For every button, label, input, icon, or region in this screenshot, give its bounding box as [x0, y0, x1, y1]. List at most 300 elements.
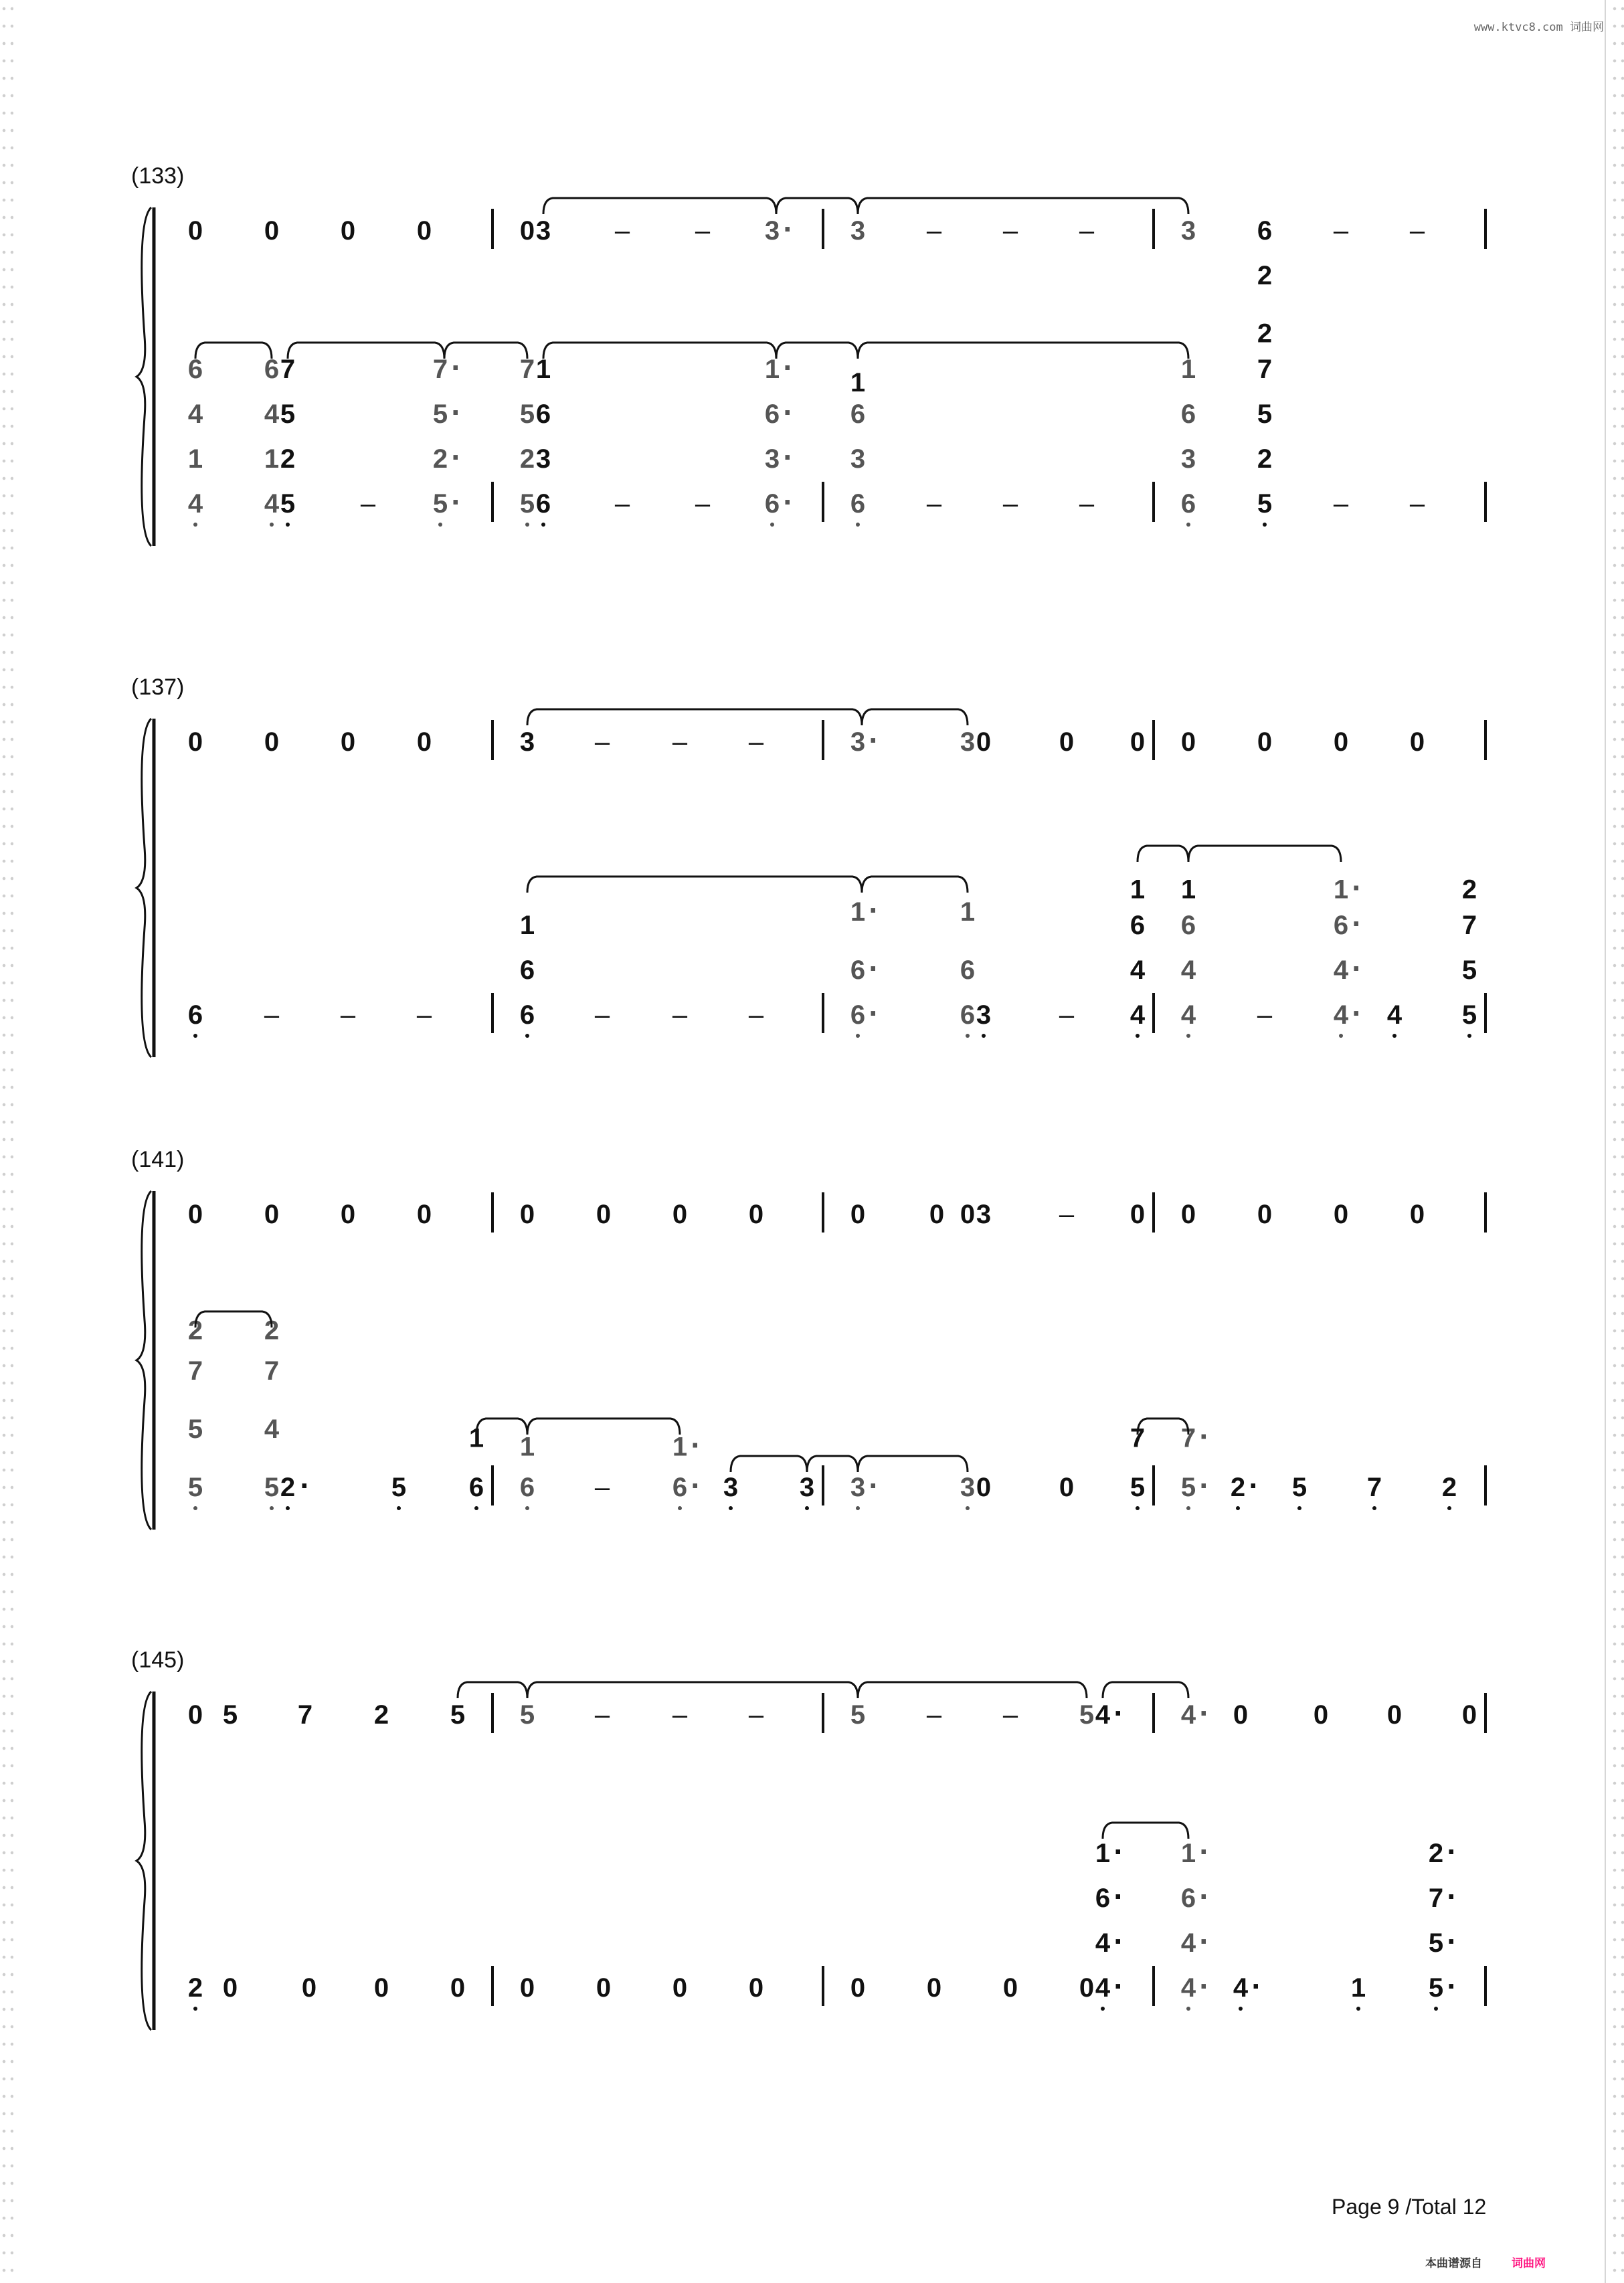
- sustain-dash: –: [360, 489, 376, 519]
- lower-note: 0: [1002, 1973, 1018, 2003]
- lower-note: 6: [672, 1473, 688, 1502]
- page-number: Page 9 /Total 12: [1332, 2195, 1487, 2219]
- lower-note: 7: [1461, 911, 1477, 940]
- low-octave-dot: [270, 523, 274, 527]
- low-octave-dot: [193, 1034, 197, 1038]
- lower-note: 6: [519, 1473, 535, 1502]
- lower-note: 1: [764, 355, 780, 384]
- lower-note: 7: [1366, 1473, 1382, 1502]
- upper-note: 3: [535, 216, 551, 246]
- lower-note: 4: [1180, 1973, 1196, 2003]
- lower-note: 0: [450, 1973, 466, 2003]
- dot-augmentation: ·: [869, 892, 879, 927]
- low-octave-dot: [1101, 2007, 1105, 2011]
- lower-note: 2: [1257, 318, 1273, 349]
- low-octave-dot: [193, 1506, 197, 1510]
- lower-note: 6: [1180, 399, 1196, 429]
- upper-note: 0: [960, 1200, 976, 1229]
- low-octave-dot: [966, 1506, 970, 1510]
- dot-augmentation: ·: [783, 440, 794, 474]
- upper-note: 0: [976, 727, 992, 757]
- upper-note: 3: [764, 216, 780, 246]
- dot-augmentation: ·: [869, 951, 879, 986]
- lower-note: 4: [1095, 1973, 1111, 2003]
- lower-note: 5: [432, 489, 448, 519]
- upper-note: 0: [1409, 727, 1425, 757]
- low-octave-dot: [1186, 523, 1190, 527]
- lower-note: 5: [1257, 489, 1273, 519]
- lower-note: 5: [1257, 399, 1273, 429]
- lower-note: 6: [1180, 489, 1196, 519]
- lower-note: 4: [1180, 1928, 1196, 1958]
- low-octave-dot: [1372, 1506, 1376, 1510]
- dot-augmentation: ·: [451, 395, 462, 430]
- lower-note: 4: [1233, 1973, 1249, 2003]
- dot-augmentation: ·: [451, 350, 462, 385]
- dot-augmentation: ·: [1113, 1696, 1124, 1730]
- tie-arc: [543, 343, 776, 359]
- tie-arc: [527, 877, 862, 893]
- sustain-dash: –: [1409, 489, 1425, 519]
- sustain-dash: –: [926, 1700, 942, 1730]
- upper-note: 0: [416, 216, 432, 246]
- dot-augmentation: ·: [1249, 1468, 1259, 1503]
- dot-augmentation: ·: [1113, 1924, 1124, 1958]
- sustain-dash: –: [695, 216, 711, 246]
- system-brace: [137, 719, 151, 1057]
- measure-number: (137): [131, 674, 185, 700]
- lower-note: 1: [1180, 355, 1196, 384]
- lower-note: 6: [519, 955, 535, 985]
- sustain-dash: –: [695, 489, 711, 519]
- tie-arc: [858, 198, 1188, 214]
- lower-note: 2: [280, 1473, 296, 1502]
- lower-note: 6: [960, 1000, 976, 1030]
- upper-note: 0: [1059, 727, 1075, 757]
- lower-note: 6: [1180, 911, 1196, 940]
- low-octave-dot: [541, 523, 545, 527]
- lower-note: 5: [1428, 1928, 1444, 1958]
- upper-note: 3: [519, 727, 535, 757]
- dot-augmentation: ·: [869, 996, 879, 1030]
- lower-note: 5: [1291, 1473, 1307, 1502]
- lower-note: 1: [1180, 875, 1196, 905]
- lower-note: 1: [1130, 875, 1146, 905]
- upper-note: 0: [1333, 1200, 1349, 1229]
- tie-arc: [1188, 846, 1341, 862]
- lower-note: 7: [1428, 1884, 1444, 1913]
- dot-augmentation: ·: [1352, 951, 1362, 986]
- sustain-dash: –: [672, 1700, 688, 1730]
- tie-arc: [1138, 846, 1188, 862]
- lower-note: 1: [468, 1423, 484, 1453]
- low-octave-dot: [1339, 1034, 1343, 1038]
- low-octave-dot: [286, 523, 290, 527]
- lower-note: 0: [1079, 1973, 1095, 2003]
- upper-note: 0: [929, 1200, 945, 1229]
- dot-augmentation: ·: [1447, 1969, 1457, 2003]
- lower-note: 3: [799, 1473, 815, 1502]
- upper-note: 0: [1333, 727, 1349, 757]
- lower-note: 2: [1257, 444, 1273, 474]
- upper-note: 2: [1257, 261, 1273, 290]
- lower-note: 4: [1130, 955, 1146, 985]
- low-octave-dot: [1239, 2007, 1243, 2011]
- lower-note: 5: [1180, 1473, 1196, 1502]
- low-octave-dot: [286, 1506, 290, 1510]
- lower-note: 4: [1180, 1000, 1196, 1030]
- lower-note: 5: [264, 1473, 280, 1502]
- upper-note: 0: [1130, 727, 1146, 757]
- lower-note: 6: [1333, 911, 1349, 940]
- upper-note: 0: [1313, 1700, 1329, 1730]
- lower-note: 2: [1428, 1839, 1444, 1868]
- lower-note: 5: [280, 399, 296, 429]
- dot-augmentation: ·: [1199, 1834, 1210, 1869]
- dot-augmentation: ·: [691, 1468, 701, 1503]
- low-octave-dot: [193, 523, 197, 527]
- lower-note: 6: [264, 355, 280, 384]
- low-octave-dot: [1136, 1506, 1140, 1510]
- sustain-dash: –: [594, 727, 610, 757]
- sustain-dash: –: [926, 216, 942, 246]
- sustain-dash: –: [594, 1700, 610, 1730]
- source-label: 本曲谱源自: [1425, 2257, 1482, 2270]
- low-octave-dot: [1136, 1034, 1140, 1038]
- upper-note: 0: [264, 216, 280, 246]
- upper-note: 0: [416, 1200, 432, 1229]
- source-site-name: 词曲网: [1512, 2257, 1546, 2270]
- tie-arc: [527, 709, 862, 725]
- tie-arc: [195, 1311, 272, 1328]
- dot-augmentation: ·: [783, 395, 794, 430]
- low-octave-dot: [193, 2007, 197, 2011]
- source-line: [1425, 2254, 1546, 2270]
- low-octave-dot: [438, 523, 442, 527]
- lower-note: 1: [850, 368, 866, 398]
- lower-note: 5: [391, 1473, 407, 1502]
- upper-note: 7: [297, 1700, 313, 1730]
- tie-arc: [195, 343, 272, 359]
- lower-note: 0: [976, 1473, 992, 1502]
- sustain-dash: –: [1257, 1000, 1273, 1030]
- dot-augmentation: ·: [1199, 1969, 1210, 2003]
- low-octave-dot: [805, 1506, 809, 1510]
- lower-note: 1: [850, 897, 866, 927]
- lower-note: 2: [280, 444, 296, 474]
- lower-note: 1: [535, 355, 551, 384]
- upper-note: 5: [850, 1700, 866, 1730]
- lower-note: 0: [222, 1973, 238, 2003]
- lower-note: 5: [519, 489, 535, 519]
- sustain-dash: –: [748, 727, 764, 757]
- lower-note: 1: [1333, 875, 1349, 905]
- lower-note: 6: [187, 355, 203, 384]
- tie-arc: [858, 1682, 1087, 1698]
- low-octave-dot: [770, 523, 774, 527]
- low-octave-dot: [525, 1506, 529, 1510]
- lower-note: 1: [672, 1432, 688, 1462]
- lower-note: 6: [468, 1473, 484, 1502]
- lower-note: 3: [850, 1473, 866, 1502]
- lower-note: 0: [926, 1973, 942, 2003]
- lower-note: 5: [187, 1473, 203, 1502]
- upper-note: 0: [264, 1200, 280, 1229]
- low-octave-dot: [966, 1034, 970, 1038]
- low-octave-dot: [474, 1506, 478, 1510]
- system-brace: [137, 1692, 151, 2030]
- lower-note: 2: [1461, 875, 1477, 905]
- lower-note: 4: [1180, 955, 1196, 985]
- lower-note: 3: [723, 1473, 739, 1502]
- tie-arc: [543, 198, 776, 214]
- lower-note: 4: [264, 399, 280, 429]
- upper-note: 0: [340, 727, 356, 757]
- score-system: [131, 163, 1485, 546]
- dot-augmentation: ·: [451, 484, 462, 519]
- low-octave-dot: [1356, 2007, 1360, 2011]
- lower-note: 5: [280, 489, 296, 519]
- upper-note: 0: [187, 216, 203, 246]
- lower-note: 0: [519, 1973, 535, 2003]
- lower-note: 6: [764, 399, 780, 429]
- tie-arc: [527, 1682, 858, 1698]
- lower-note: 2: [519, 444, 535, 474]
- tie-arc: [862, 877, 968, 893]
- lower-note: 0: [1059, 1473, 1075, 1502]
- upper-note: 5: [519, 1700, 535, 1730]
- dot-augmentation: ·: [869, 1468, 879, 1503]
- sustain-dash: –: [1333, 216, 1349, 246]
- low-octave-dot: [270, 1506, 274, 1510]
- sustain-dash: –: [594, 1000, 610, 1030]
- lower-note: 6: [960, 955, 976, 985]
- low-octave-dot: [525, 1034, 529, 1038]
- lower-note: 5: [519, 399, 535, 429]
- lower-note: 6: [850, 489, 866, 519]
- upper-note: 3: [1180, 216, 1196, 246]
- lower-note: 6: [850, 399, 866, 429]
- low-octave-dot: [678, 1506, 682, 1510]
- upper-note: 0: [187, 727, 203, 757]
- sustain-dash: –: [1002, 1700, 1018, 1730]
- sustain-dash: –: [416, 1000, 432, 1030]
- lower-note: 7: [1180, 1423, 1196, 1453]
- tie-arc: [807, 1456, 858, 1472]
- dot-augmentation: ·: [1447, 1924, 1457, 1958]
- upper-note: 3: [960, 727, 976, 757]
- sustain-dash: –: [672, 727, 688, 757]
- upper-note: 4: [1095, 1700, 1111, 1730]
- sustain-dash: –: [748, 1700, 764, 1730]
- lower-note: 1: [1350, 1973, 1366, 2003]
- lower-note: 2: [432, 444, 448, 474]
- lower-note: 2: [187, 1973, 203, 2003]
- upper-note: 0: [187, 1200, 203, 1229]
- low-octave-dot: [1447, 1506, 1451, 1510]
- tie-arc: [731, 1456, 807, 1472]
- lower-note: 7: [187, 1356, 203, 1386]
- lower-note: 3: [976, 1000, 992, 1030]
- low-octave-dot: [1434, 2007, 1438, 2011]
- dot-augmentation: ·: [783, 484, 794, 519]
- lower-note: 7: [519, 355, 535, 384]
- lower-note: 0: [672, 1973, 688, 2003]
- score-system: [131, 1647, 1485, 2030]
- upper-note: 0: [519, 216, 535, 246]
- dot-augmentation: ·: [1199, 1696, 1210, 1730]
- system-brace: [137, 1191, 151, 1530]
- lower-note: 6: [850, 955, 866, 985]
- low-octave-dot: [1186, 1034, 1190, 1038]
- upper-note: 0: [187, 1700, 203, 1730]
- upper-note: 4: [1180, 1700, 1196, 1730]
- dot-augmentation: ·: [783, 211, 794, 246]
- lower-note: 0: [373, 1973, 389, 2003]
- score-system: [131, 674, 1485, 1057]
- dot-augmentation: ·: [1113, 1879, 1124, 1914]
- low-octave-dot: [1392, 1034, 1396, 1038]
- low-octave-dot: [1297, 1506, 1301, 1510]
- sustain-dash: –: [1079, 489, 1095, 519]
- lower-note: 5: [1428, 1973, 1444, 2003]
- dot-augmentation: ·: [300, 1468, 310, 1503]
- sustain-dash: –: [672, 1000, 688, 1030]
- upper-note: 0: [1409, 1200, 1425, 1229]
- low-octave-dot: [856, 1506, 860, 1510]
- lower-note: 6: [519, 1000, 535, 1030]
- lower-note: 1: [264, 444, 280, 474]
- lower-note: 3: [535, 444, 551, 474]
- sustain-dash: –: [748, 1000, 764, 1030]
- score-system: [131, 1147, 1485, 1530]
- upper-note: 0: [519, 1200, 535, 1229]
- low-octave-dot: [982, 1034, 986, 1038]
- low-octave-dot: [525, 523, 529, 527]
- lower-note: 4: [1333, 1000, 1349, 1030]
- upper-note: 0: [748, 1200, 764, 1229]
- upper-note: 0: [340, 216, 356, 246]
- sustain-dash: –: [1059, 1200, 1075, 1229]
- dot-augmentation: ·: [1199, 1468, 1210, 1503]
- measure-number: (145): [131, 1647, 185, 1673]
- lower-note: 4: [1333, 955, 1349, 985]
- upper-note: 3: [850, 727, 866, 757]
- upper-note: 0: [1257, 727, 1273, 757]
- upper-note: 0: [1130, 1200, 1146, 1229]
- lower-note: 1: [519, 1432, 535, 1462]
- lower-note: 4: [1095, 1928, 1111, 1958]
- lower-note: 6: [535, 489, 551, 519]
- dot-augmentation: ·: [1447, 1834, 1457, 1869]
- sustain-dash: –: [1079, 216, 1095, 246]
- lower-note: 4: [187, 489, 203, 519]
- lower-note: 6: [1130, 911, 1146, 940]
- low-octave-dot: [856, 1034, 860, 1038]
- system-brace: [137, 207, 151, 546]
- lower-note: 1: [1095, 1839, 1111, 1868]
- upper-note: 0: [416, 727, 432, 757]
- lower-note: 4: [187, 399, 203, 429]
- low-octave-dot: [1467, 1034, 1471, 1038]
- upper-note: 0: [1233, 1700, 1249, 1730]
- dot-augmentation: ·: [1199, 1879, 1210, 1914]
- upper-note: 5: [222, 1700, 238, 1730]
- dot-augmentation: ·: [1447, 1879, 1457, 1914]
- lower-note: 7: [280, 355, 296, 384]
- lower-note: 0: [596, 1973, 612, 2003]
- sustain-dash: –: [1002, 489, 1018, 519]
- dot-augmentation: ·: [1352, 906, 1362, 941]
- lower-note: 1: [519, 911, 535, 940]
- low-octave-dot: [1236, 1506, 1240, 1510]
- lower-note: 4: [1386, 1000, 1403, 1030]
- upper-note: 0: [1257, 1200, 1273, 1229]
- lower-note: 4: [264, 489, 280, 519]
- site-url: www.ktvc8.com 词曲网: [1473, 21, 1604, 34]
- lower-note: 6: [1180, 1884, 1196, 1913]
- dot-augmentation: ·: [1199, 1924, 1210, 1958]
- lower-note: 6: [187, 1000, 203, 1030]
- upper-note: 0: [1386, 1700, 1403, 1730]
- lower-note: 1: [187, 444, 203, 474]
- sustain-dash: –: [614, 216, 630, 246]
- tie-arc: [858, 343, 1188, 359]
- upper-note: 5: [1079, 1700, 1095, 1730]
- dot-augmentation: ·: [451, 440, 462, 474]
- tie-arc: [527, 1419, 680, 1435]
- upper-note: 0: [264, 727, 280, 757]
- low-octave-dot: [856, 523, 860, 527]
- lower-note: 5: [187, 1414, 203, 1444]
- low-octave-dot: [729, 1506, 733, 1510]
- dot-augmentation: ·: [1352, 996, 1362, 1030]
- lower-note: 0: [850, 1973, 866, 2003]
- upper-note: 0: [340, 1200, 356, 1229]
- lower-note: 6: [850, 1000, 866, 1030]
- upper-note: 3: [850, 216, 866, 246]
- dot-augmentation: ·: [1352, 870, 1362, 905]
- lower-note: 4: [1130, 1000, 1146, 1030]
- low-octave-dot: [1186, 1506, 1190, 1510]
- sustain-dash: –: [264, 1000, 280, 1030]
- lower-note: 2: [1230, 1473, 1246, 1502]
- low-octave-dot: [1263, 523, 1267, 527]
- lower-note: 6: [1095, 1884, 1111, 1913]
- lower-note: 5: [1130, 1473, 1146, 1502]
- lower-note: 7: [432, 355, 448, 384]
- dot-augmentation: ·: [1113, 1969, 1124, 2003]
- upper-note: 0: [1461, 1700, 1477, 1730]
- sustain-dash: –: [1333, 489, 1349, 519]
- lower-note: 3: [850, 444, 866, 474]
- lower-note: 7: [264, 1356, 280, 1386]
- sustain-dash: –: [926, 489, 942, 519]
- lower-note: 4: [264, 1414, 280, 1444]
- tie-arc: [288, 343, 444, 359]
- lower-note: 3: [960, 1473, 976, 1502]
- lower-note: 0: [748, 1973, 764, 2003]
- upper-note: 5: [450, 1700, 466, 1730]
- sustain-dash: –: [594, 1473, 610, 1502]
- low-octave-dot: [397, 1506, 401, 1510]
- dot-augmentation: ·: [783, 350, 794, 385]
- lower-note: 0: [301, 1973, 317, 2003]
- lower-note: 2: [187, 1315, 203, 1346]
- sustain-dash: –: [1409, 216, 1425, 246]
- upper-note: 3: [976, 1200, 992, 1229]
- low-octave-dot: [1186, 2007, 1190, 2011]
